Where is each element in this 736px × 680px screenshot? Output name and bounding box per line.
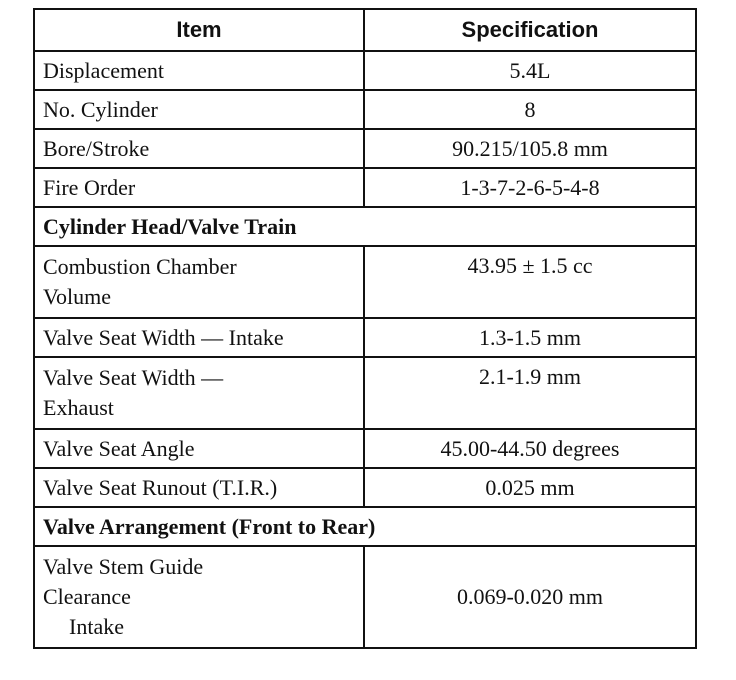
table-row — [34, 168, 696, 207]
spec-cell: 43.95 ± 1.5 cc — [364, 246, 696, 318]
item-cell — [34, 546, 364, 648]
item-text-line: Clearance — [43, 584, 131, 609]
spec-cell: 8 — [364, 90, 696, 129]
table-row — [34, 129, 696, 168]
spec-cell: 45.00-44.50 degrees — [364, 429, 696, 468]
spec-cell: 5.4L — [364, 51, 696, 90]
header-row — [34, 9, 696, 51]
item-text-line: Combustion Chamber — [43, 254, 237, 279]
item-text-line: Valve Seat Width — — [43, 365, 224, 390]
item-cell: Fire Order — [34, 168, 364, 207]
item-cell: Bore/Stroke — [34, 129, 364, 168]
item-cell: Valve Seat Runout (T.I.R.) — [34, 468, 364, 507]
specification-column-header: Specification — [364, 9, 696, 51]
spec-cell: 0.025 mm — [364, 468, 696, 507]
table-row — [34, 546, 696, 648]
spec-cell: 0.069-0.020 mm — [364, 546, 696, 648]
item-cell: No. Cylinder — [34, 90, 364, 129]
table-row — [34, 429, 696, 468]
section-heading: Cylinder Head/Valve Train — [34, 207, 696, 246]
item-text-line: Exhaust — [43, 395, 114, 420]
spec-cell: 2.1-1.9 mm — [364, 357, 696, 429]
item-text-line: Volume — [43, 284, 112, 309]
spec-cell: 1.3-1.5 mm — [364, 318, 696, 357]
table-row — [34, 90, 696, 129]
spec-cell: 1-3-7-2-6-5-4-8 — [364, 168, 696, 207]
item-text-line: Valve Stem Guide — [43, 554, 204, 579]
item-cell — [34, 357, 364, 429]
section-row — [34, 207, 696, 246]
spec-cell: 90.215/105.8 mm — [364, 129, 696, 168]
item-cell: Valve Seat Angle — [34, 429, 364, 468]
item-sub-label: Intake — [69, 614, 124, 639]
table-row — [34, 51, 696, 90]
section-heading: Valve Arrangement (Front to Rear) — [34, 507, 696, 546]
item-cell — [34, 246, 364, 318]
section-row — [34, 507, 696, 546]
table-row — [34, 357, 696, 429]
table-row — [34, 246, 696, 318]
item-cell: Valve Seat Width — Intake — [34, 318, 364, 357]
item-cell: Displacement — [34, 51, 364, 90]
item-column-header: Item — [34, 9, 364, 51]
specification-table — [33, 8, 697, 649]
table-row — [34, 318, 696, 357]
table-row — [34, 468, 696, 507]
